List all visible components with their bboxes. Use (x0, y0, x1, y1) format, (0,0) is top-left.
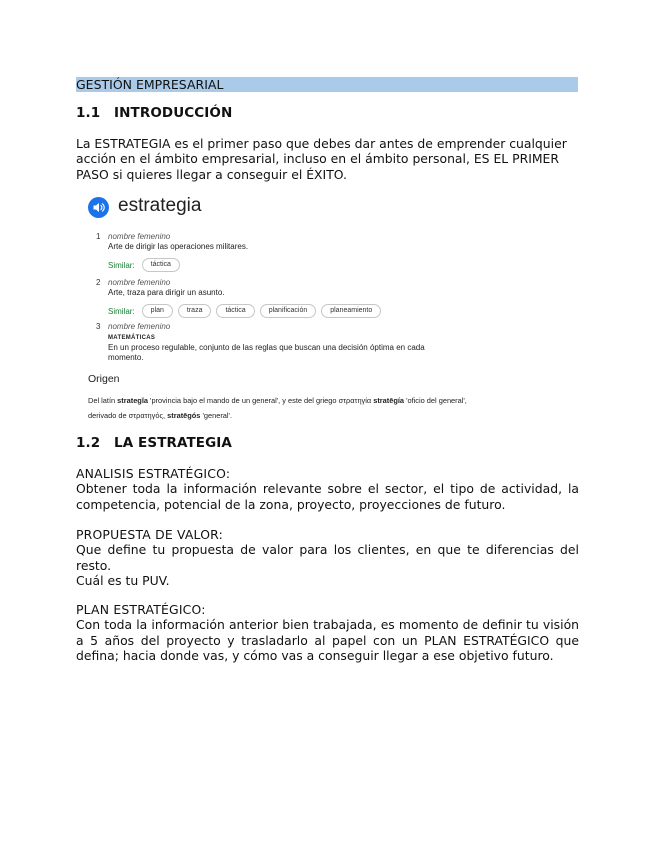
similar-label: Similar: (108, 260, 135, 270)
similar-chip[interactable]: táctica (216, 304, 254, 318)
plan-text: Con toda la información anterior bien trabajada, es momento de definir tu visión a 5 años del proyecto y trasladarlo al papel con un PLAN ESTRATÉGICO que defina; hacia donde vas, y cómo vas a conseguir llegar a ese objetivo futuro. (76, 617, 579, 663)
section-number: 1.2 (76, 435, 101, 451)
section-title: INTRODUCCIÓN (114, 105, 233, 121)
origin-word: stratēgía (373, 396, 405, 405)
speaker-icon[interactable] (88, 197, 109, 218)
plan-block (76, 602, 579, 663)
similar-chip[interactable]: planeamiento (321, 304, 381, 318)
similar-row (108, 258, 503, 272)
section-title: LA ESTRATEGIA (114, 435, 232, 451)
sense-domain: MATEMÁTICAS (108, 335, 156, 341)
similar-chip[interactable]: táctica (142, 258, 180, 272)
intro-paragraph: La ESTRATEGIA es el primer paso que debes dar antes de emprender cualquier acción en el ámbito empresarial, incluso en el ámbito personal, ES EL PRIMER PASO si quieres llegar a conseguir el ÉXITO. (76, 136, 567, 182)
propuesta-block (76, 527, 579, 588)
section-heading-introduccion (76, 105, 232, 121)
analisis-label: ANALISIS ESTRATÉGICO: (76, 466, 231, 481)
similar-chip[interactable]: planificación (260, 304, 317, 318)
section-number: 1.1 (76, 105, 101, 121)
similar-chip[interactable]: plan (142, 304, 173, 318)
sense-number: 2 (96, 278, 101, 287)
sense-definition: En un proceso regulable, conjunto de las reglas que buscan una decisión óptima en cada momento. (108, 343, 425, 362)
document-header-banner: GESTIÓN EMPRESARIAL (76, 77, 578, 92)
analisis-block (76, 466, 579, 512)
propuesta-label: PROPUESTA DE VALOR: (76, 527, 223, 542)
origin-text-part: Del latín (88, 396, 118, 405)
origin-text-part: 'general'. (200, 411, 233, 420)
propuesta-text: Que define tu propuesta de valor para los clientes, en que te diferencias del resto. (76, 542, 579, 573)
part-of-speech: nombre femenino (108, 322, 171, 331)
origin-text-part: 'provincia bajo el mando de un general', y este del griego στρατηγία (147, 396, 374, 405)
origin-word: stratēgós (167, 411, 201, 420)
analisis-text: Obtener toda la información relevante sobre el sector, el tipo de actividad, la competencia, potencial de la zona, proyecto, proyecciones de futuro. (76, 481, 579, 512)
dictionary-word: estrategia (118, 195, 202, 216)
origin-text (88, 393, 488, 423)
part-of-speech: nombre femenino (108, 232, 171, 241)
origin-text-part: 'oficio del general', derivado de στρατηγός, (88, 396, 467, 420)
sense-definition: Arte, traza para dirigir un asunto. (108, 288, 225, 297)
plan-label: PLAN ESTRATÉGICO: (76, 602, 206, 617)
section-heading-la-estrategia (76, 435, 232, 451)
similar-label: Similar: (108, 306, 135, 316)
sense-number: 3 (96, 322, 101, 331)
origin-word: strategĭa (117, 396, 148, 405)
sense-definition: Arte de dirigir las operaciones militares. (108, 242, 249, 251)
part-of-speech: nombre femenino (108, 278, 171, 287)
similar-row (108, 304, 503, 318)
propuesta-puv: Cuál es tu PUV. (76, 572, 170, 588)
sense-number: 1 (96, 232, 101, 241)
origin-title: Origen (88, 373, 120, 385)
similar-chip[interactable]: traza (178, 304, 212, 318)
